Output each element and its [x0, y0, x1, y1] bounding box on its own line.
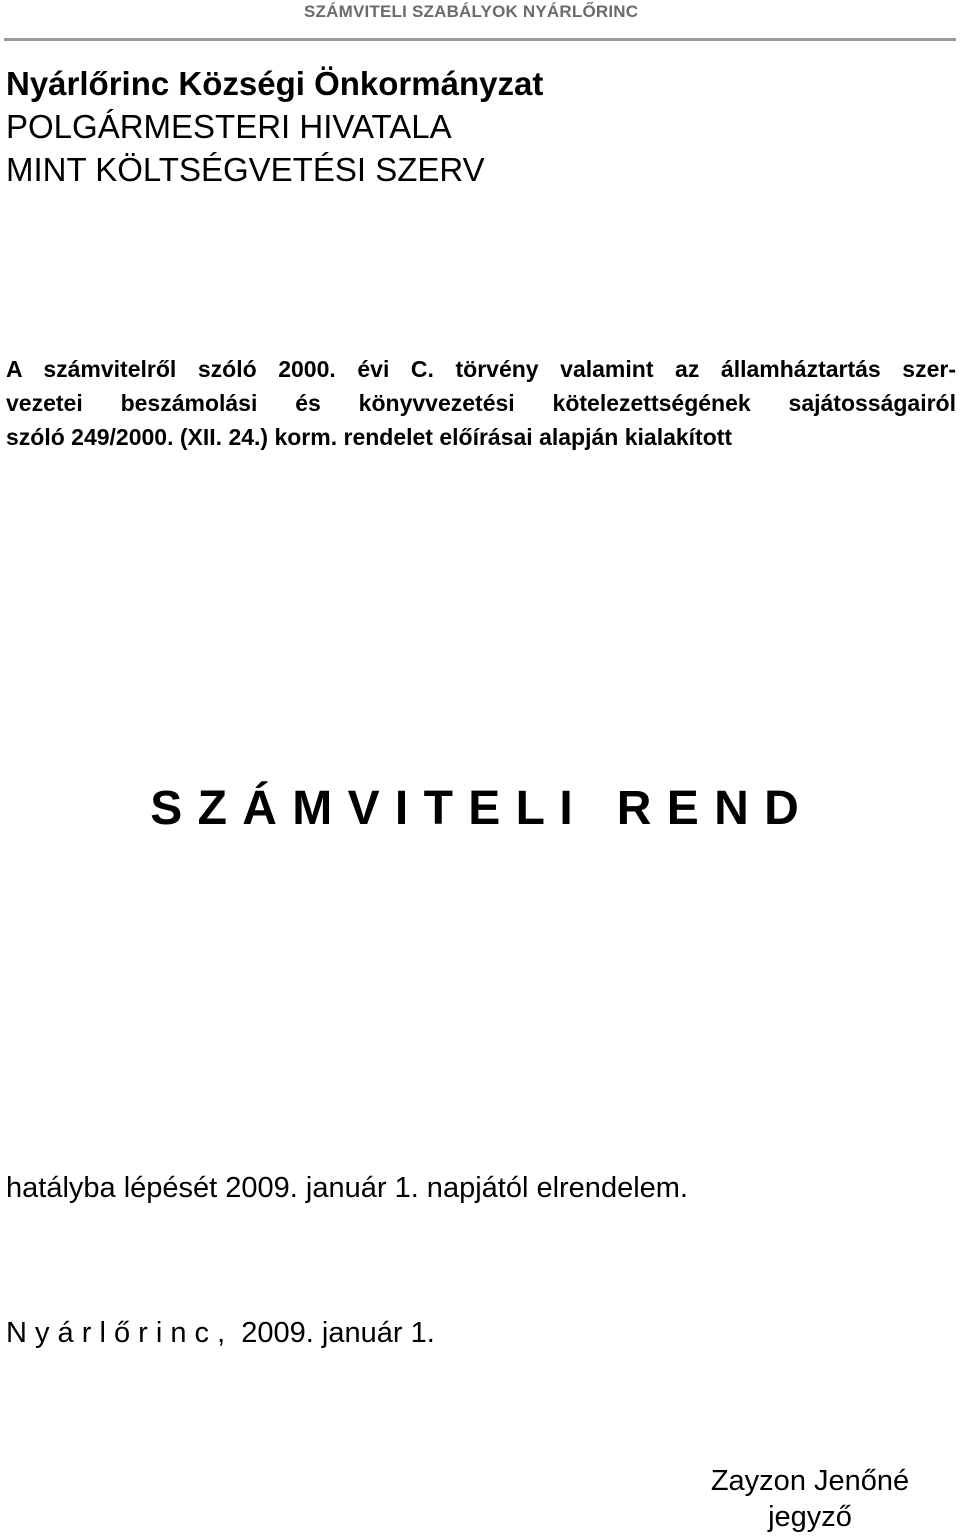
header-rule: [4, 38, 956, 41]
effective-date-statement: hatályba lépését 2009. január 1. napjától elrendelem.: [6, 1172, 688, 1204]
legal-basis-line: szóló 249/2000. (XII. 24.) korm. rendelet előírásai alapján kialakított: [6, 424, 733, 450]
signatory-name: Zayzon Jenőné: [710, 1465, 910, 1497]
legal-basis-paragraph: [6, 352, 956, 454]
signature-block: [700, 1463, 920, 1535]
place-and-date: N y á r l ő r i n c , 2009. január 1.: [6, 1317, 435, 1349]
legal-basis-line: vezetei beszámolási és könyvvezetési kötelezettségének sajátosságairól: [6, 390, 956, 416]
signatory-role: jegyző: [768, 1501, 852, 1533]
organization-name: Nyárlőrinc Községi Önkormányzat: [6, 65, 544, 102]
legal-basis-line: A számvitelről szóló 2000. évi C. törvény valamint az államháztartás szer-: [6, 356, 956, 382]
organization-office: POLGÁRMESTERI HIVATALA: [6, 108, 452, 145]
organization-block: [6, 62, 543, 191]
organization-type: MINT KÖLTSÉGVETÉSI SZERV: [6, 151, 485, 188]
document-title: S Z Á M V I T E L I R E N D: [150, 782, 800, 835]
running-header: SZÁMVITELI SZABÁLYOK NYÁRLŐRINC: [304, 2, 639, 21]
